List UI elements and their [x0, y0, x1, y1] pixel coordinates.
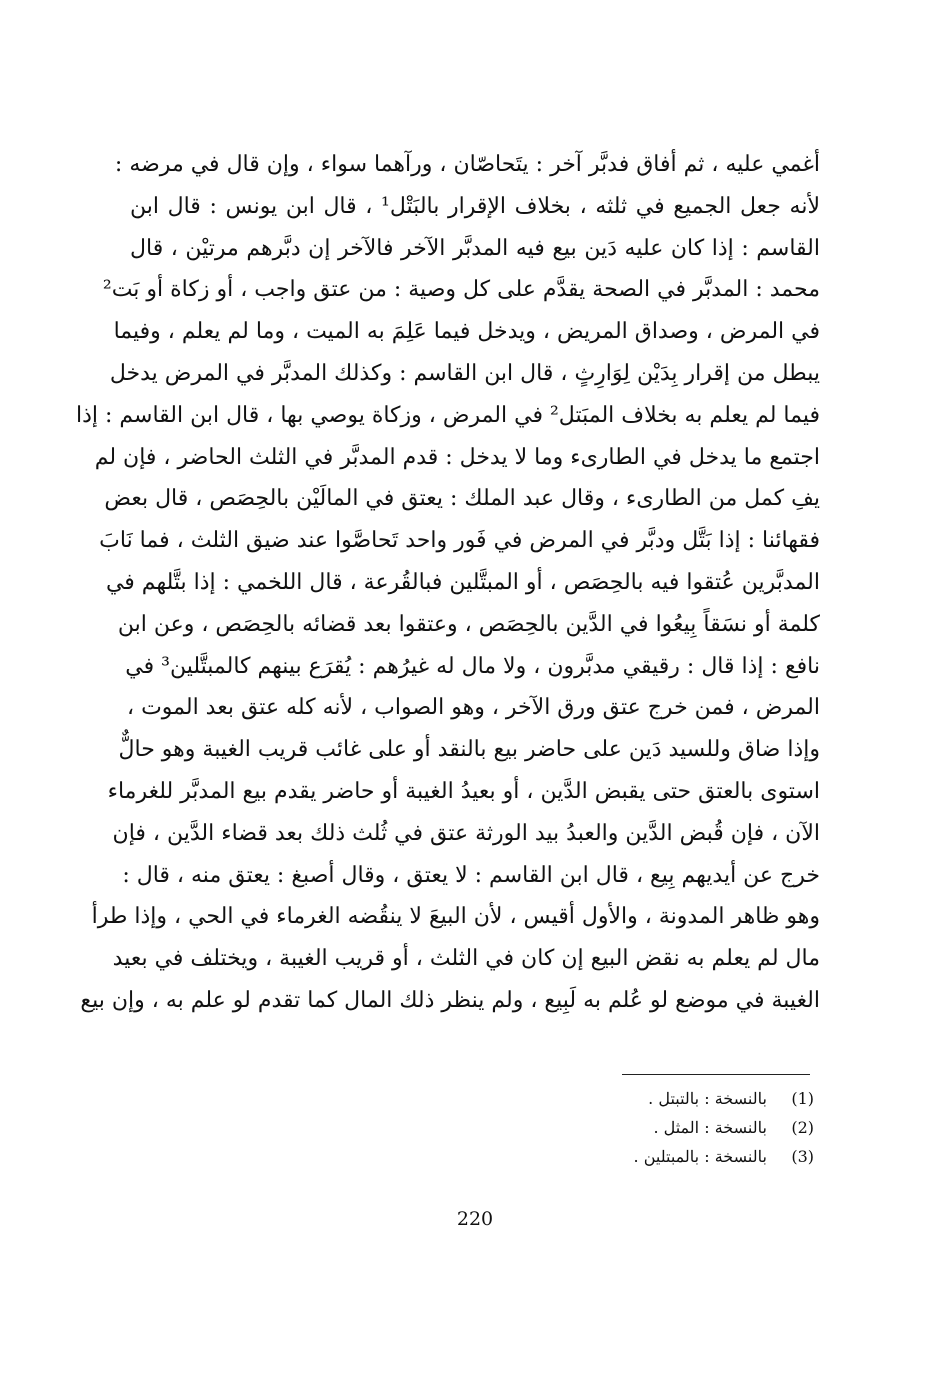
text-line-1: أغمي عليه ، ثم أفاق فدبَّر آخر : يتَحاصّان ، ورآهما سواء ، وإن قال في مرضه : [114, 152, 820, 177]
text-line-15: وإذا ضاق وللسيد دَين على حاضر بيع بالنقد أو على غائب قريب الغيبة وهو حالٌّ [118, 737, 820, 763]
text-line-7: فيما لم يعلم به بخلاف المبَتل² في المرض ، وزكاة يوصي بها ، قال ابن القاسم : إذا [75, 402, 820, 428]
text-line-3: القاسم : إذا كان عليه دَين بيع فيه المدبَّر الآخر فالآخر إن دبَّرهم مرتيْن ، قال [130, 235, 820, 261]
footnote-text: بالنسخة : بالمبتلين . [633, 1147, 767, 1166]
footnote-item [560, 1084, 814, 1113]
main-text-block [75, 144, 821, 1022]
text-line-19: وهو ظاهر المدونة ، والأول أقيس ، لأن البيعَ لا ينقُضه الغرماء في الحي ، وإذا طرأ [91, 904, 820, 930]
text-line-4: محمد : المدبَّر في الصحة يقدَّم على كل وصية : من عتق واجب ، أو زكاة أو بَت² [102, 277, 820, 303]
text-line-20: مال لم يعلم به نقض البيع إن كان في الثلث ، أو قريب الغيبة ، ويختلف في بعيد [112, 946, 820, 972]
footnote-text: بالنسخة : المثل . [653, 1118, 767, 1137]
text-line-13: نافع : إذا قال : رقيقي مدبَّرون ، ولا مال له غيرُهم : يُقرَع بينهم كالمبتَّلين³ في [125, 653, 820, 679]
footnote-number: (2) [791, 1118, 814, 1137]
text-line-16: استوى بالعتق حتى يقبض الدَّين ، أو بعيدُ الغيبة أو حاضر يقدم بيع المدبَّر للغرماء [107, 778, 820, 804]
footnote-text: بالنسخة : بالتبتل . [648, 1089, 767, 1108]
footnote-number: (1) [791, 1089, 814, 1108]
text-line-11: المدبَّرين عُتقوا فيه بالحِصَص ، أو المبتَّلين فبالقُرعة ، قال اللخمي : إذا بتَّلهم في [105, 569, 820, 595]
text-line-12: كلمة أو نسَقاً بِيعُوا في الدَّين بالحِصَص ، وعتقوا بعد قضائه بالحِصَص ، وعن ابن [117, 611, 820, 637]
text-line-9: يفِ كمل من الطارىء ، وقال عبد الملك : يعتق في المالَيْن بالحِصَص ، قال بعض [104, 486, 820, 512]
footnote-separator [622, 1074, 810, 1075]
text-line-5: في المرض ، وصداق المريض ، ويدخل فيما عَلِمَ به الميت ، وما لم يعلم ، وفيما [113, 319, 820, 345]
footnote-number: (3) [791, 1147, 814, 1166]
text-line-14: المرض ، فمن خرج عتق ورق الآخر ، وهو الصواب ، لأنه كله عتق بعد الموت ، [126, 695, 820, 721]
text-line-10: فقهائنا : إذا بَتَّل ودبَّر في المرض في فَور واحد تَحاصَّوا عند ضيق الثلث ، فما نَابَ [99, 528, 820, 554]
text-line-2: لأنه جعل الجميع في ثلثه ، بخلاف الإقرار بالبَتْل¹ ، قال ابن يونس : قال ابن [130, 193, 821, 219]
text-line-21: الغيبة في موضع لو عُلم به لَبِيع ، ولم ينظر ذلك المال كما تقدم لو علم به ، وإن بيع [80, 987, 820, 1013]
text-line-8: اجتمع ما يدخل في الطارىء وما لا يدخل : قدم المدبَّر في الثلث الحاضر ، فإن لم [94, 444, 820, 470]
footnote-item [560, 1113, 814, 1142]
footnotes [560, 1084, 814, 1171]
text-line-18: خرج عن أيديهم بِيع ، قال ابن القاسم : لا يعتق ، وقال أصبغ : يعتق منه ، قال : [122, 862, 820, 888]
text-line-6: يبطل من إقرار بِدَيْن لِوَارِثٍ ، قال ابن القاسم : وكذلك المدبَّر في المرض يدخل [109, 360, 820, 386]
footnote-item [560, 1142, 814, 1171]
text-line-17: الآن ، فإن قُبض الدَّين والعبدُ بيد الورثة عتق في ثُلث ذلك بعد قضاء الدَّين ، فإن [112, 820, 820, 846]
page-number: 220 [456, 1208, 494, 1230]
